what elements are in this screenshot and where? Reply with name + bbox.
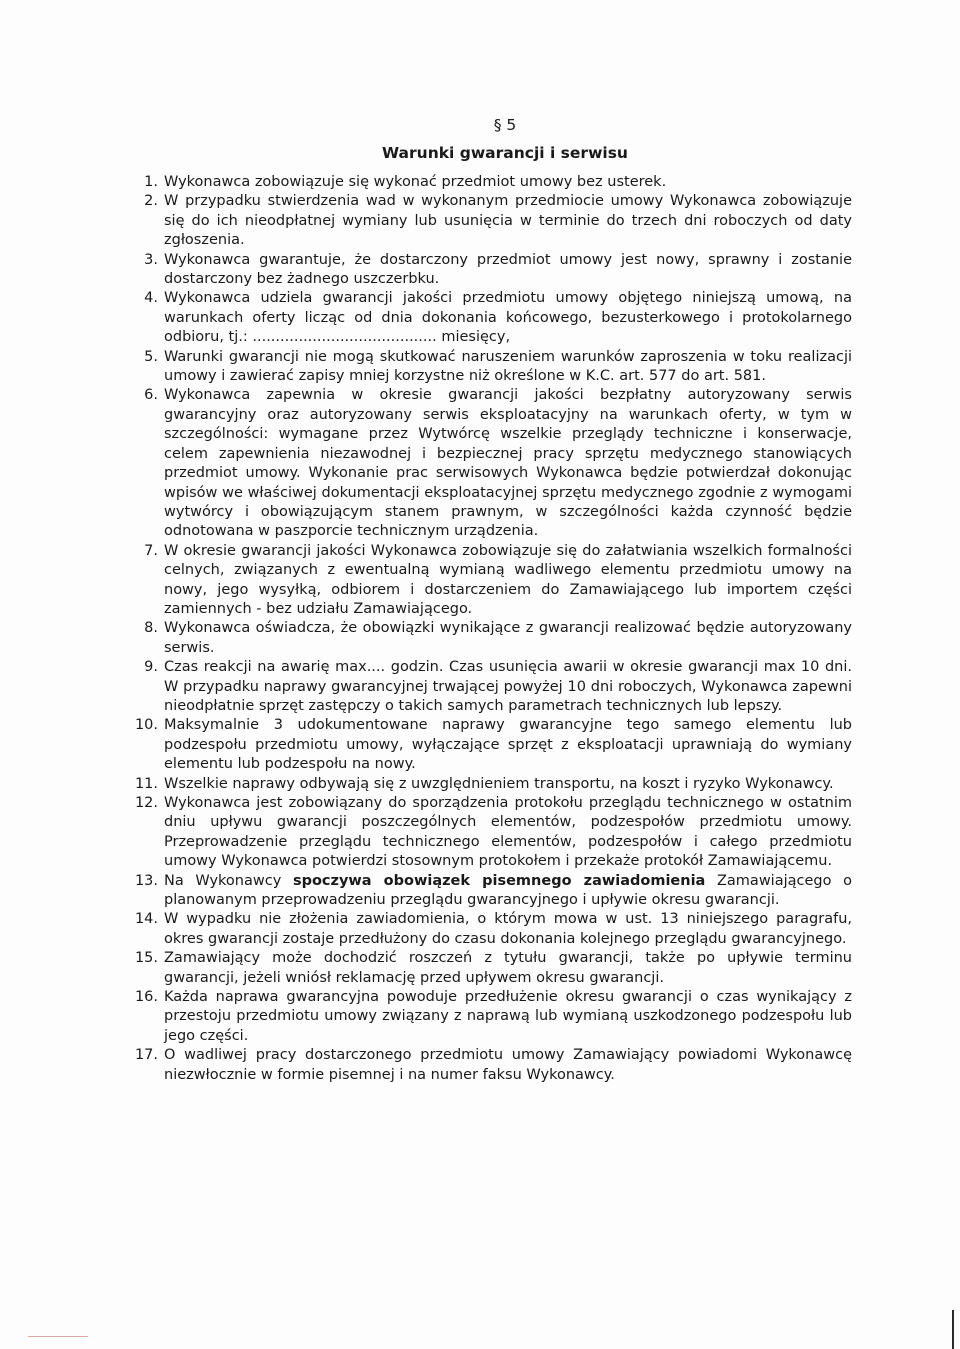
clause-text-tail: Zamawiającego o planowanym przeprowadzeniu przeglądu gwarancyjnego i upływie okresu gwarancji.: [164, 872, 852, 909]
clause-text: [164, 873, 852, 908]
clause-9: [124, 658, 852, 716]
clause-number: 1.: [144, 174, 158, 190]
clause-text: Maksymalnie 3 udokumentowane naprawy gwarancyjne tego samego elementu lub podzespołu przedmiotu umowy, wyłączające sprzęt z eksploatacji uprawniają do wymiany elementu lub podzespołu na nowy.: [164, 717, 852, 773]
clause-10: [124, 716, 852, 774]
clause-text: Wykonawca jest zobowiązany do sporządzenia protokołu przeglądu technicznego w ostatnim dniu upływu gwarancji poszczególnych elementów, podzespołów przedmiotu umowy. Przeprowadzenie przeglądu technicznego elementów, podzespołów i całego przedmiotu umowy Wykonawca potwierdzi stosownym protokołem i przekaże protokół Zamawiającemu.: [164, 795, 852, 870]
clause-number: 11.: [134, 775, 158, 792]
clause-text: Każda naprawa gwarancyjna powoduje przedłużenie okresu gwarancji o czas wynikający z przestoju przedmiotu umowy związany z naprawą lub wymianą uszkodzonego podzespołu lub jego części.: [164, 989, 852, 1044]
clause-number: 17.: [134, 1047, 158, 1064]
clause-4: [124, 289, 852, 347]
clause-text: W okresie gwarancji jakości Wykonawca zobowiązuje się do załatwiania wszelkich formalności celnych, związanych z ewentualną wymianą wadliwego elementu przedmiotu umowy na nowy, jego wysyłką, odbiorem i dostarczeniem do Zamawiającego lub importem części zamiennych - bez udziału Zamawiającego.: [164, 542, 852, 617]
clause-text: Wykonawca zobowiązuje się wykonać przedmiot umowy bez usterek.: [164, 174, 667, 190]
clause-6: [124, 386, 852, 541]
clause-13: [124, 872, 852, 911]
clause-number: 2.: [144, 193, 158, 210]
clause-number: 14.: [134, 911, 158, 928]
clause-number: 15.: [134, 950, 158, 967]
clause-2: [124, 192, 852, 250]
clause-number: 4.: [144, 290, 158, 307]
clause-number: 12.: [134, 795, 158, 811]
clause-7: [124, 542, 852, 620]
clause-text-emphasis: spoczywa obowiązek pisemnego zawiadomienia: [292, 872, 706, 889]
clause-text: O wadliwej pracy dostarczonego przedmiotu umowy Zamawiający powiadomi Wykonawcę niezwłocznie w formie pisemnej i na numer faksu Wykonawcy.: [164, 1047, 852, 1083]
scan-edge-mark: [952, 1310, 954, 1349]
section-title: Warunki gwarancji i serwisu: [382, 144, 628, 162]
clause-number: 5.: [144, 348, 158, 365]
clause-text: Wszelkie naprawy odbywają się z uwzględnieniem transportu, na koszt i ryzyko Wykonawcy.: [164, 775, 834, 792]
clause-text-lead: Na Wykonawcy: [164, 872, 293, 889]
clause-14: [124, 910, 852, 949]
clause-number: 10.: [134, 717, 158, 734]
clause-list: [124, 173, 852, 1085]
footer-rule: [28, 1336, 88, 1337]
clause-12: [124, 794, 852, 872]
clause-text: Wykonawca udziela gwarancji jakości przedmiotu umowy objętego niniejszą umową, na warunkach oferty licząc od dnia dokonania końcowego, bezusterkowego i protokolarnego odbioru, tj.: ........................................ miesięcy,: [164, 290, 852, 346]
clause-text: Zamawiający może dochodzić roszczeń z tytułu gwarancji, także po upływie terminu gwarancji, jeżeli wniósł reklamację przed upływem okresu gwarancji.: [164, 950, 852, 986]
clause-text: Wykonawca gwarantuje, że dostarczony przedmiot umowy jest nowy, sprawny i zostanie dostarczony bez żadnego uszczerbku.: [164, 251, 852, 288]
clause-16: [124, 988, 852, 1046]
clause-5: [124, 348, 852, 387]
clause-text: Warunki gwarancji nie mogą skutkować naruszeniem warunków zaproszenia w toku realizacji umowy i zawierać zapisy mniej korzystne niż określone w K.C. art. 577 do art. 581.: [164, 348, 852, 385]
clause-number: 3.: [144, 251, 158, 268]
clause-17: [124, 1046, 852, 1085]
clause-text: W przypadku stwierdzenia wad w wykonanym przedmiocie umowy Wykonawca zobowiązuje się do ich nieodpłatnej wymiany lub usunięcia w terminie do trzech dni roboczych od daty zgłoszenia.: [164, 193, 852, 249]
clause-number: 6.: [144, 387, 158, 404]
clause-11: [124, 775, 852, 794]
clause-number: 13.: [134, 872, 158, 889]
clause-number: 7.: [144, 542, 158, 559]
clause-number: 9.: [144, 659, 158, 676]
clause-number: 16.: [134, 989, 158, 1006]
clause-text: W wypadku nie złożenia zawiadomienia, o którym mowa w ust. 13 niniejszego paragrafu, okres gwarancji zostaje przedłużony do czasu dokonania kolejnego przeglądu gwarancyjnego.: [164, 911, 852, 947]
clause-text: Czas reakcji na awarię max.... godzin. Czas usunięcia awarii w okresie gwarancji max 10 dni. W przypadku naprawy gwarancyjnej trwającej powyżej 10 dni roboczych, Wykonawca zapewni nieodpłatnie sprzęt zastępczy o takich samych parametrach technicznych lub lepszy.: [164, 659, 852, 714]
clause-3: [124, 251, 852, 290]
clause-1: [124, 173, 852, 192]
clause-number: 8.: [144, 620, 158, 637]
section-number: § 5: [493, 116, 517, 134]
clause-text: Wykonawca oświadcza, że obowiązki wynikające z gwarancji realizować będzie autoryzowany serwis.: [164, 620, 852, 656]
clause-8: [124, 619, 852, 658]
clause-15: [124, 949, 852, 988]
clause-text: Wykonawca zapewnia w okresie gwarancji jakości bezpłatny autoryzowany serwis gwarancyjny oraz autoryzowany serwis eksploatacyjny na warunkach oferty, w tym w szczególności: wymagane przez Wytwórcę wszelkie przeglądy techniczne i konserwacje, celem zapewnienia niezawodnej i bezpiecznej pracy sprzętu medycznego stanowiących przedmiot umowy. Wykonanie prac serwisowych Wykonawca będzie potwierdzał dokonując wpisów we właściwej dokumentacji eksploatacyjnej sprzętu medycznego zgodnie z wymogami wytwórcy i obowiązującym stanem prawnym, w szczególności każda czynność będzie odnotowana w paszporcie technicznym urządzenia.: [164, 387, 852, 540]
